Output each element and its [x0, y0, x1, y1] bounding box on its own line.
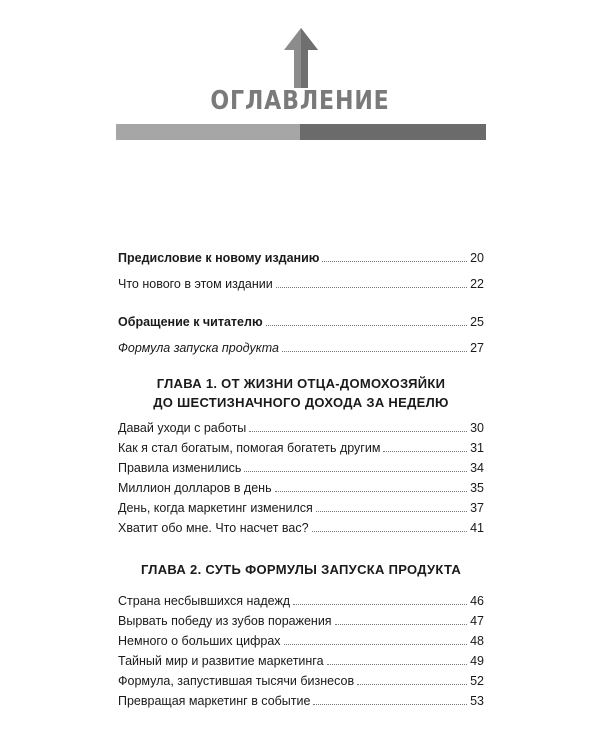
- chapter-title-line: ГЛАВА 2. СУТЬ ФОРМУЛЫ ЗАПУСКА ПРОДУКТА: [140, 562, 462, 577]
- dot-leader: [313, 704, 467, 705]
- toc-entry-title: Вырвать победу из зубов поражения: [118, 614, 332, 628]
- toc-entry-title: Хватит обо мне. Что насчет вас?: [118, 521, 309, 535]
- toc-entry-page: 25: [470, 315, 484, 329]
- page-title: ОГЛАВЛЕНИЕ: [210, 86, 390, 116]
- toc-entry[interactable]: [118, 611, 484, 631]
- toc-entry[interactable]: [118, 418, 484, 438]
- dot-leader: [322, 261, 467, 262]
- toc-entry-title: Как я стал богатым, помогая богатеть другим: [118, 441, 381, 455]
- toc-entry-page: 52: [470, 674, 484, 688]
- toc-entry-page: 37: [470, 501, 484, 515]
- dot-leader: [275, 491, 467, 492]
- chapter-title-line: ДО ШЕСТИЗНАЧНОГО ДОХОДА ЗА НЕДЕЛЮ: [153, 395, 449, 410]
- toc-entry-page: 46: [470, 594, 484, 608]
- dot-leader: [327, 664, 468, 665]
- toc-entry-title: Немного о больших цифрах: [118, 634, 281, 648]
- toc-entry-page: 27: [470, 341, 484, 355]
- toc-entry-page: 53: [470, 694, 484, 708]
- dot-leader: [266, 325, 467, 326]
- toc-entry[interactable]: [118, 438, 484, 458]
- toc-entry-title: Превращая маркетинг в событие: [118, 694, 311, 708]
- toc-entry[interactable]: [118, 478, 484, 498]
- toc-entry-title: Обращение к читателю: [118, 315, 263, 329]
- toc-entry[interactable]: [118, 518, 484, 538]
- dot-leader: [284, 644, 468, 645]
- dot-leader: [249, 431, 467, 432]
- dot-leader: [357, 684, 467, 685]
- toc-entry-page: 49: [470, 654, 484, 668]
- toc-entry-title: Правила изменились: [118, 461, 242, 475]
- toc-entry[interactable]: [118, 248, 484, 268]
- toc-entry-page: 22: [470, 277, 484, 291]
- dot-leader: [293, 604, 467, 605]
- toc-entry-page: 34: [470, 461, 484, 475]
- toc-entry[interactable]: [118, 651, 484, 671]
- toc-entry[interactable]: [118, 312, 484, 332]
- dot-leader: [244, 471, 467, 472]
- toc-entry-title: Давай уходи с работы: [118, 421, 247, 435]
- toc-entry-title: День, когда маркетинг изменился: [118, 501, 313, 515]
- toc-entry-page: 47: [470, 614, 484, 628]
- toc-entry-title: Что нового в этом издании: [118, 277, 273, 291]
- dot-leader: [335, 624, 468, 625]
- dot-leader: [282, 351, 467, 352]
- table-of-contents: [118, 248, 484, 711]
- toc-entry-page: 31: [470, 441, 484, 455]
- toc-entry[interactable]: [118, 591, 484, 611]
- chapter-heading: [118, 374, 484, 412]
- toc-entry[interactable]: [118, 274, 484, 294]
- dot-leader: [276, 287, 467, 288]
- chapter-title-line: ГЛАВА 1. ОТ ЖИЗНИ ОТЦА-ДОМОХОЗЯЙКИ: [156, 376, 446, 391]
- toc-entry-page: 41: [470, 521, 484, 535]
- toc-entry[interactable]: [118, 498, 484, 518]
- toc-entry-page: 35: [470, 481, 484, 495]
- toc-entry[interactable]: [118, 338, 484, 358]
- chapter-heading: [118, 560, 484, 579]
- title-bar-right: [300, 124, 486, 140]
- title-bar-left: [116, 124, 300, 140]
- toc-entry-title: Тайный мир и развитие маркетинга: [118, 654, 324, 668]
- toc-entry-page: 20: [470, 251, 484, 265]
- up-arrow-icon: [284, 28, 318, 88]
- dot-leader: [383, 451, 467, 452]
- toc-entry-page: 30: [470, 421, 484, 435]
- toc-entry[interactable]: [118, 691, 484, 711]
- toc-entry[interactable]: [118, 458, 484, 478]
- toc-entry-title: Формула, запустившая тысячи бизнесов: [118, 674, 355, 688]
- toc-entry[interactable]: [118, 631, 484, 651]
- toc-entry-title: Миллион долларов в день: [118, 481, 272, 495]
- toc-entry-title: Страна несбывшихся надежд: [118, 594, 291, 608]
- toc-entry-title: Предисловие к новому изданию: [118, 251, 320, 265]
- dot-leader: [312, 531, 468, 532]
- toc-entry-title: Формула запуска продукта: [118, 341, 279, 355]
- toc-entry[interactable]: [118, 671, 484, 691]
- dot-leader: [316, 511, 467, 512]
- toc-entry-page: 48: [470, 634, 484, 648]
